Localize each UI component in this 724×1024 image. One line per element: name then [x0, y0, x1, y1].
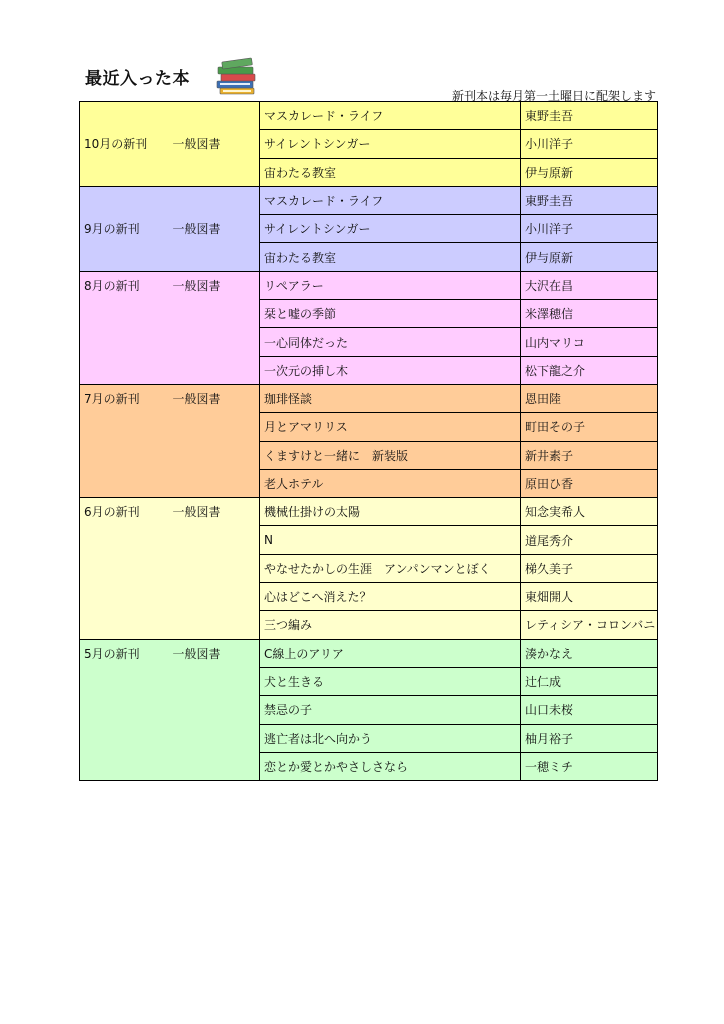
book-title: リペアラー [260, 271, 521, 299]
book-title: 老人ホテル [260, 469, 521, 497]
book-author: 山口未桜 [521, 696, 658, 724]
table-row [80, 102, 658, 130]
book-author: 辻仁成 [521, 667, 658, 695]
book-author: 東野圭吾 [521, 186, 658, 214]
book-title: 犬と生きる [260, 667, 521, 695]
month-label: 5月の新刊 [80, 639, 169, 780]
book-title: サイレントシンガー [260, 215, 521, 243]
table-row [80, 498, 658, 526]
month-label: 9月の新刊 [80, 186, 169, 271]
book-author: 柚月裕子 [521, 724, 658, 752]
category-label: 一般図書 [169, 186, 260, 271]
book-title: 一次元の挿し木 [260, 356, 521, 384]
book-author: 小川洋子 [521, 215, 658, 243]
book-title: C線上のアリア [260, 639, 521, 667]
book-author: 湊かなえ [521, 639, 658, 667]
book-author: レティシア・コロンバニ [521, 611, 658, 639]
book-author: 新井素子 [521, 441, 658, 469]
book-title: 禁忌の子 [260, 696, 521, 724]
table-row [80, 186, 658, 214]
month-label: 10月の新刊 [80, 102, 169, 187]
book-title: 逃亡者は北へ向かう [260, 724, 521, 752]
book-title: 機械仕掛けの太陽 [260, 498, 521, 526]
shelving-note: 新刊本は毎月第一土曜日に配架します [451, 89, 656, 103]
book-author: 一穂ミチ [521, 752, 658, 780]
book-title: マスカレード・ライフ [260, 102, 521, 130]
book-author: 東畑開人 [521, 583, 658, 611]
book-author: 伊与原新 [521, 243, 658, 271]
month-label: 7月の新刊 [80, 384, 169, 497]
book-title: くますけと一緒に 新装版 [260, 441, 521, 469]
book-author: 東野圭吾 [521, 102, 658, 130]
book-title: やなせたかしの生涯 アンパンマンとぼく [260, 554, 521, 582]
book-title: 珈琲怪談 [260, 384, 521, 412]
book-title: 月とアマリリス [260, 413, 521, 441]
book-author: 小川洋子 [521, 130, 658, 158]
category-label: 一般図書 [169, 102, 260, 187]
book-title: 宙わたる教室 [260, 158, 521, 186]
book-title: 一心同体だった [260, 328, 521, 356]
book-title: サイレントシンガー [260, 130, 521, 158]
book-title: 栞と嘘の季節 [260, 300, 521, 328]
month-label: 6月の新刊 [80, 498, 169, 639]
book-author: 松下龍之介 [521, 356, 658, 384]
category-label: 一般図書 [169, 384, 260, 497]
table-row [80, 639, 658, 667]
book-author: 山内マリコ [521, 328, 658, 356]
book-author: 原田ひ香 [521, 469, 658, 497]
book-title: 宙わたる教室 [260, 243, 521, 271]
page-title: 最近入った本 [85, 69, 190, 89]
book-author: 道尾秀介 [521, 526, 658, 554]
book-author: 梯久美子 [521, 554, 658, 582]
table-row [80, 384, 658, 412]
book-author: 伊与原新 [521, 158, 658, 186]
new-books-table [79, 101, 658, 781]
month-label: 8月の新刊 [80, 271, 169, 384]
book-title: マスカレード・ライフ [260, 186, 521, 214]
book-author: 米澤穂信 [521, 300, 658, 328]
books-stack-icon [214, 56, 260, 96]
book-author: 町田その子 [521, 413, 658, 441]
book-author: 知念実希人 [521, 498, 658, 526]
book-title: 心はどこへ消えた？ [260, 583, 521, 611]
category-label: 一般図書 [169, 639, 260, 780]
book-title: N [260, 526, 521, 554]
book-author: 恩田陸 [521, 384, 658, 412]
book-title: 恋とか愛とかやさしさなら [260, 752, 521, 780]
category-label: 一般図書 [169, 498, 260, 639]
book-author: 大沢在昌 [521, 271, 658, 299]
book-title: 三つ編み [260, 611, 521, 639]
category-label: 一般図書 [169, 271, 260, 384]
table-row [80, 271, 658, 299]
